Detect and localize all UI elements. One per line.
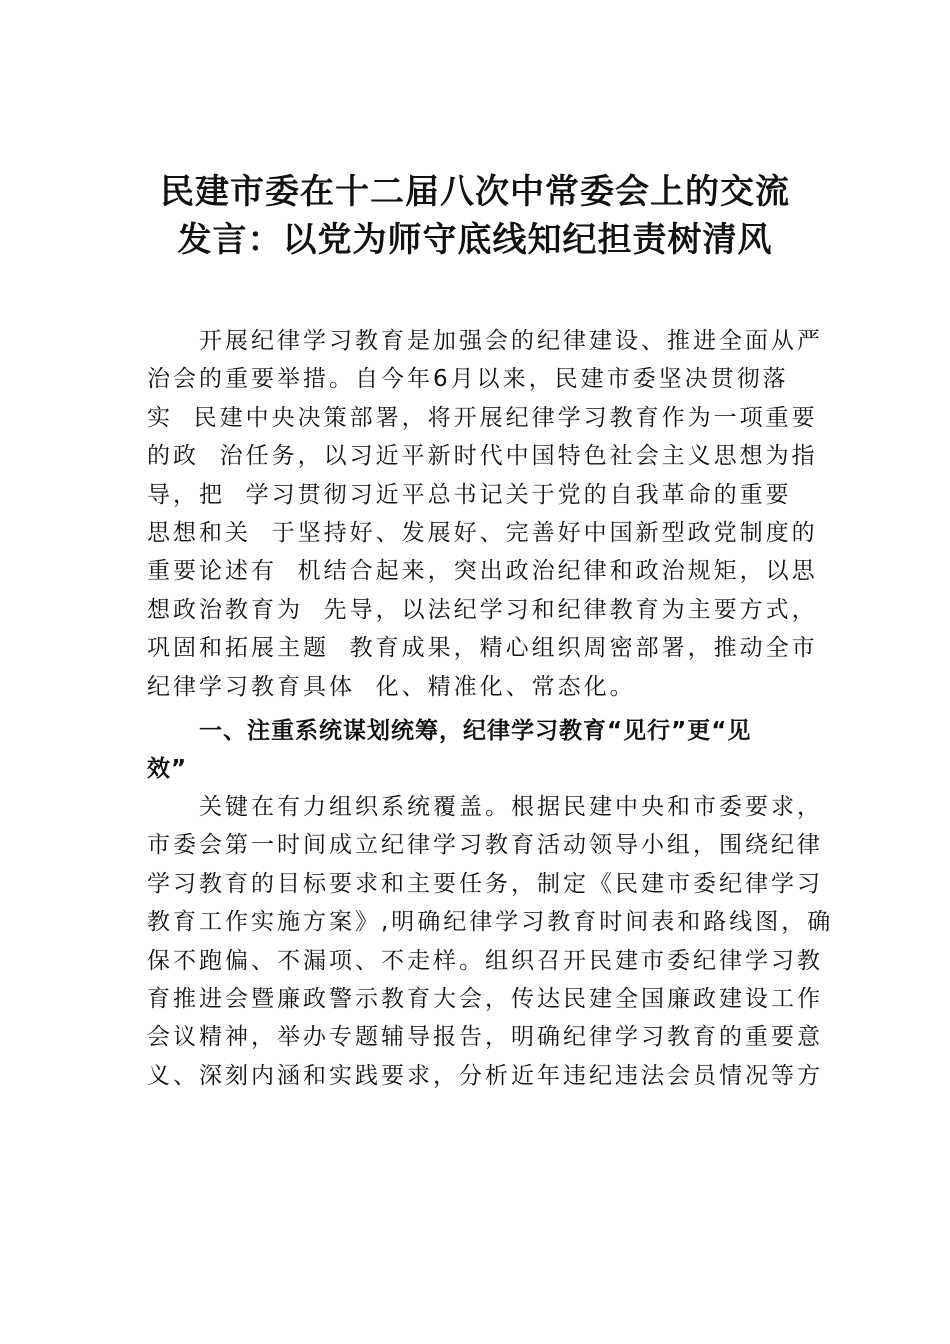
paragraph-line: 保不跑偏、不漏项、不走样。组织召开民建市委纪律学习教	[147, 947, 823, 974]
paragraph-line: 重要论述有 机结合起来，突出政治纪律和政治规矩，以思	[147, 558, 818, 585]
paragraph-line: 导，把 学习贯彻习近平总书记关于党的自我革命的重要	[147, 481, 792, 508]
paragraph-line: 市委会第一时间成立纪律学习教育活动领导小组，围绕纪律	[147, 832, 823, 859]
paragraph-line: 巩固和拓展主题 教育成果，精心组织周密部署，推动全市	[147, 635, 818, 662]
paragraph-line: 思想和关 于坚持好、发展好、完善好中国新型政党制度的	[147, 519, 818, 546]
paragraph-line: 学习教育的目标要求和主要任务，制定《民建市委纪律学习	[147, 870, 823, 897]
section-heading-1	[147, 712, 817, 789]
title-line-1: 民建市委在十二届八次中常委会上的交流	[160, 172, 790, 212]
paragraph-section-1	[147, 788, 834, 1095]
paragraph-line: 的政 治任务，以习近平新时代中国特色社会主义思想为指	[147, 443, 818, 470]
paragraph-line: 开展纪律学习教育是加强会的纪律建设、推进全面从严	[199, 328, 823, 354]
paragraph-line: 关键在有力组织系统覆盖。根据民建中央和市委要求，	[199, 794, 823, 820]
paragraph-line: 想政治教育为 先导，以法纪学习和纪律教育为主要方式，	[147, 596, 818, 623]
paragraph-line: 实 民建中央决策部署，将开展纪律学习教育作为一项重要	[147, 404, 818, 431]
paragraph-line: 会议精神，举办专题辅导报告，明确纪律学习教育的重要意	[147, 1024, 823, 1051]
heading-line: 一、注重系统谋划统筹，纪律学习教育“见行”更“见	[199, 718, 752, 744]
heading-line: 效”	[147, 756, 188, 783]
paragraph-line: 育推进会暨廉政警示教育大会，传达民建全国廉政建设工作	[147, 985, 823, 1012]
title-line-2: 发言：以党为师守底线知纪担责树清风	[177, 220, 773, 260]
document-title	[150, 168, 800, 264]
paragraph-line: 教育工作实施方案》,明确纪律学习教育时间表和路线图，确	[147, 909, 834, 936]
paragraph-line: 纪律学习教育具体 化、精准化、常态化。	[147, 673, 636, 700]
paragraph-line: 义、深刻内涵和实践要求，分析近年违纪违法会员情况等方	[147, 1062, 823, 1089]
paragraph-intro	[147, 322, 823, 706]
paragraph-line: 治会的重要举措。自今年6月以来，民建市委坚决贯彻落	[147, 366, 789, 393]
